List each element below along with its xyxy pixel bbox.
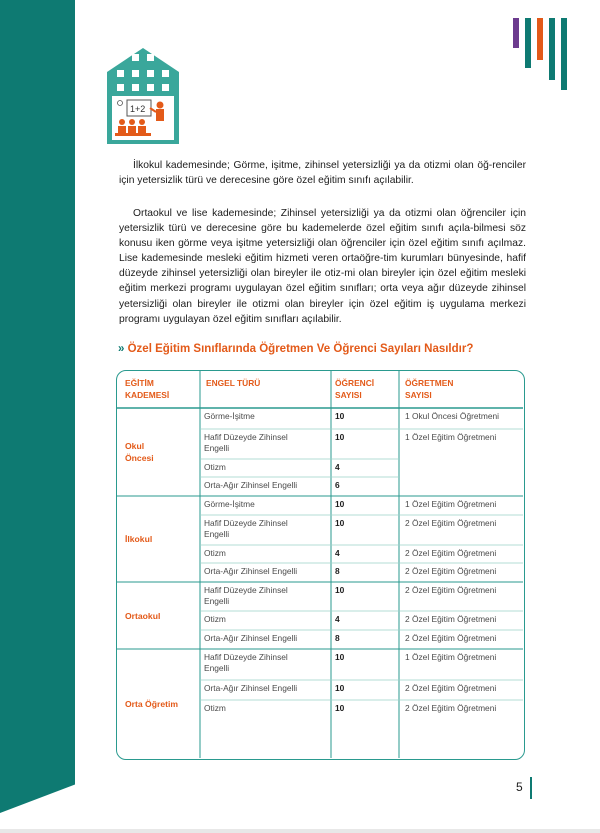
disability-type-cell (204, 652, 330, 674)
disability-type-cell (204, 703, 330, 714)
header-student-count-line: SAYISI (335, 390, 362, 400)
stripe-teal (525, 18, 531, 68)
disability-type-cell-line: Hafif Düzeyde Zihinsel (204, 432, 288, 442)
disability-type-cell (204, 566, 330, 577)
header-disability-type-line: ENGEL TÜRÜ (206, 378, 261, 388)
disability-type-cell-line: Orta-Ağır Zihinsel Engelli (204, 566, 298, 576)
student-count-cell: 10 (335, 432, 345, 442)
disability-type-cell (204, 585, 330, 607)
student-count-cell: 8 (335, 633, 340, 643)
school-building-classroom-icon (103, 46, 183, 144)
level-name-line: Orta Öğretim (125, 698, 179, 709)
student-count-cell: 10 (335, 499, 345, 509)
disability-type-cell-line: Görme-İşitme (204, 499, 255, 509)
header-student-count-line: ÖĞRENCİ (335, 378, 375, 388)
level-name-line: Öncesi (125, 453, 154, 463)
level-name (125, 440, 197, 464)
teacher-count-cell: 2 Özel Eğitim Öğretmeni (405, 585, 497, 595)
page-number: 5 (516, 780, 523, 794)
disability-type-cell (204, 499, 330, 510)
logo-board-text: 1+2 (130, 104, 146, 114)
page-bottom-edge (0, 829, 600, 833)
header-teacher-count-line: SAYISI (405, 390, 432, 400)
stripe-teal-2 (549, 18, 555, 80)
student-count-cell: 10 (335, 703, 345, 713)
disability-type-cell-line: Görme-İşitme (204, 411, 255, 421)
disability-type-cell-line: Otizm (204, 614, 226, 624)
student-count-cell: 4 (335, 614, 340, 624)
disability-type-cell (204, 480, 330, 491)
student-count-cell: 10 (335, 585, 345, 595)
student-count-cell: 10 (335, 518, 345, 528)
disability-type-cell-line: Otizm (204, 462, 226, 472)
stripe-teal-3 (561, 18, 567, 90)
disability-type-cell (204, 614, 330, 625)
teacher-count-cell: 1 Özel Eğitim Öğretmeni (405, 499, 497, 509)
disability-type-cell-line: Otizm (204, 548, 226, 558)
student-count-cell: 10 (335, 652, 345, 662)
header-level-line: EĞİTİM (125, 378, 154, 388)
header-student-count (335, 377, 399, 401)
disability-type-cell-line: Hafif Düzeyde Zihinsel (204, 652, 288, 662)
disability-type-cell-line: Orta-Ağır Zihinsel Engelli (204, 480, 298, 490)
level-name (125, 533, 197, 545)
header-disability-type (206, 377, 326, 389)
header-level-line: KADEMESİ (125, 390, 170, 400)
disability-type-cell-line: Orta-Ağır Zihinsel Engelli (204, 683, 298, 693)
level-name-line: Okul (125, 441, 145, 451)
student-count-cell: 10 (335, 683, 345, 693)
disability-type-cell (204, 683, 330, 694)
stripe-orange (537, 18, 543, 60)
disability-type-cell (204, 548, 330, 559)
teacher-count-cell: 2 Özel Eğitim Öğretmeni (405, 566, 497, 576)
header-teacher-count-line: ÖĞRETMEN (405, 378, 454, 388)
page-number-bar (530, 777, 532, 799)
disability-type-cell (204, 432, 330, 454)
student-count-cell: 6 (335, 480, 340, 490)
header-level (125, 377, 195, 401)
disability-type-cell-line: Orta-Ağır Zihinsel Engelli (204, 633, 298, 643)
teacher-count-cell: 2 Özel Eğitim Öğretmeni (405, 683, 497, 693)
color-stripes (513, 18, 575, 90)
student-count-cell: 8 (335, 566, 340, 576)
header-teacher-count (405, 377, 515, 401)
section-heading-text: Özel Eğitim Sınıflarında Öğretmen Ve Öğrenci Sayıları Nasıldır? (127, 343, 474, 355)
student-count-cell: 4 (335, 462, 340, 472)
section-heading (118, 343, 538, 355)
level-name (125, 610, 197, 622)
student-count-cell: 10 (335, 411, 345, 421)
teacher-count-cell: 2 Özel Eğitim Öğretmeni (405, 633, 497, 643)
disability-type-cell (204, 462, 330, 473)
disability-type-cell-line: Engelli (204, 529, 230, 539)
disability-type-cell-line: Engelli (204, 663, 230, 673)
teacher-count-cell: 2 Özel Eğitim Öğretmeni (405, 548, 497, 558)
disability-type-cell-line: Hafif Düzeyde Zihinsel (204, 518, 288, 528)
chevron-icon: » (118, 343, 123, 355)
level-name (125, 698, 197, 710)
teacher-count-cell: 1 Okul Öncesi Öğretmeni (405, 411, 500, 421)
disability-type-cell-line: Hafif Düzeyde Zihinsel (204, 585, 288, 595)
disability-type-cell-line: Engelli (204, 443, 230, 453)
disability-type-cell (204, 411, 330, 422)
student-count-cell: 4 (335, 548, 340, 558)
teacher-count-cell: 2 Özel Eğitim Öğretmeni (405, 518, 497, 528)
disability-type-cell (204, 518, 330, 540)
sidebar-band (0, 0, 75, 813)
level-name-line: İlkokul (125, 534, 153, 544)
teacher-count-cell: 1 Özel Eğitim Öğretmeni (405, 652, 497, 662)
disability-type-cell-line: Otizm (204, 703, 226, 713)
disability-type-cell (204, 633, 330, 644)
paragraph-middle-high-school: Ortaokul ve lise kademesinde; Zihinsel yetersizliği ya da otizmi olan öğrenciler için yetersizlik türü ve derecesine göre bu kademelerde özel eğitim sınıfı açıla-bilmesi söz konusu iken görme veya işitme yetersizliği olan öğrenciler için özel eğitim sınıfı açılmaz. Lise kademesinde mesleki eğitim hizmeti veren ortaöğre-tim kurumları bünyesinde, hafif düzeyde zihinsel yetersizliği olan bireyler ile otiz-mi olan bireyler için özel eğitim mesleki eğitim merkezi programı uygulayan özel eğitim sınıfları; orta veya ağır düzeyde zihinsel yetersizliği olan bireyler ile otizmi olan bireyler için özel eğitim iş uygulama merkezi programı uygulayan özel eğitim sınıfları açılabilir. (119, 208, 526, 325)
teacher-count-cell: 2 Özel Eğitim Öğretmeni (405, 703, 497, 713)
stripe-purple (513, 18, 519, 48)
teacher-count-cell: 1 Özel Eğitim Öğretmeni (405, 432, 497, 442)
teacher-count-cell: 2 Özel Eğitim Öğretmeni (405, 614, 497, 624)
teacher-student-table (116, 370, 525, 760)
disability-type-cell-line: Engelli (204, 596, 230, 606)
paragraph-primary-school: İlkokul kademesinde; Görme, işitme, zihinsel yetersizliği ya da otizmi olan öğ-renciler için yetersizlik türü ve derecesine göre özel eğitim sınıfı açılabilir. (119, 160, 526, 187)
level-name-line: Ortaokul (125, 610, 161, 621)
